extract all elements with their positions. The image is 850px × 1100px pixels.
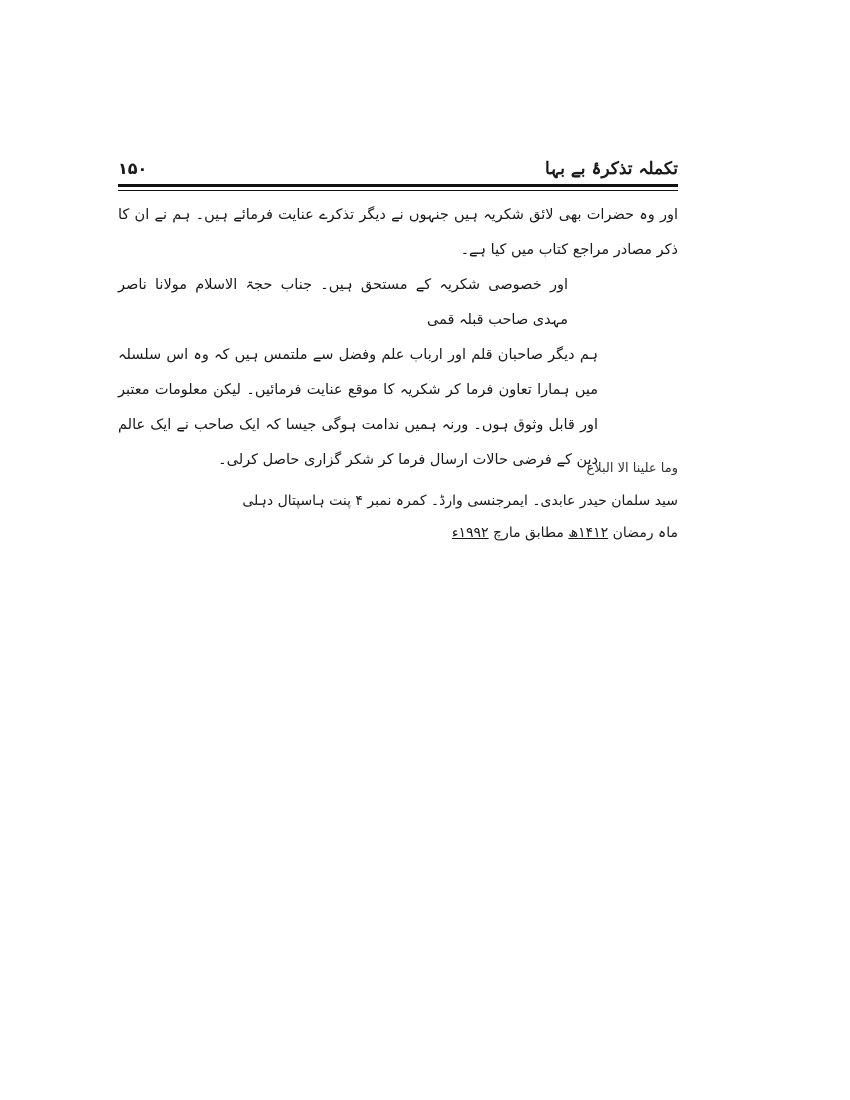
date-gregorian: ۱۹۹۲ء <box>451 525 489 541</box>
closing-line: وما علینا الا البلاغ <box>586 461 678 476</box>
date-prefix: ماہ رمضان <box>612 525 678 541</box>
date-line <box>118 522 678 544</box>
date-middle: مطابق مارچ <box>493 525 564 541</box>
paragraph-special-thanks: اور خصوصی شکریہ کے مستحق ہیں۔ جناب حجۃ الاسلام مولانا ناصر مہدی صاحب قبلہ قمی <box>118 277 568 328</box>
paragraph-request: ہم دیگر صاحبان قلم اور ارباب علم وفضل سے ملتمس ہیں کہ وہ اس سلسلہ میں ہمارا تعاون فرما کر شکریہ کا موقع عنایت فرمائیں۔ لیکن معلومات معتبر اور قابل وثوق ہوں۔ ورنہ ہمیں ندامت ہوگی جیسا کہ ایک صاحب نے ایک عالم دین کے فرضی حالات ارسال فرما کر شکر گزاری حاصل کرلی۔ <box>118 347 598 468</box>
header-rule-thin <box>118 190 678 191</box>
date-hijri: ۱۴۱۲ھ <box>568 525 609 541</box>
page-header <box>118 158 678 182</box>
page-number: ۱۵۰ <box>118 159 148 178</box>
signature-line: سید سلمان حیدر عابدی۔ ایمرجنسی وارڈ۔ کمرہ نمبر ۴ پنت ہاسپتال دہلی <box>242 493 678 509</box>
header-rule-thick <box>118 184 678 187</box>
paragraph-acknowledgement: اور وہ حضرات بھی لائق شکریہ ہیں جنہوں نے دیگر تذکرے عنایت فرمائے ہیں۔ ہم نے ان کا ذکر مصادر مراجع کتاب میں کیا ہے۔ <box>118 207 678 258</box>
body-text <box>118 198 678 478</box>
book-title: تکملہ تذکرۂ بے بہا <box>545 159 678 179</box>
